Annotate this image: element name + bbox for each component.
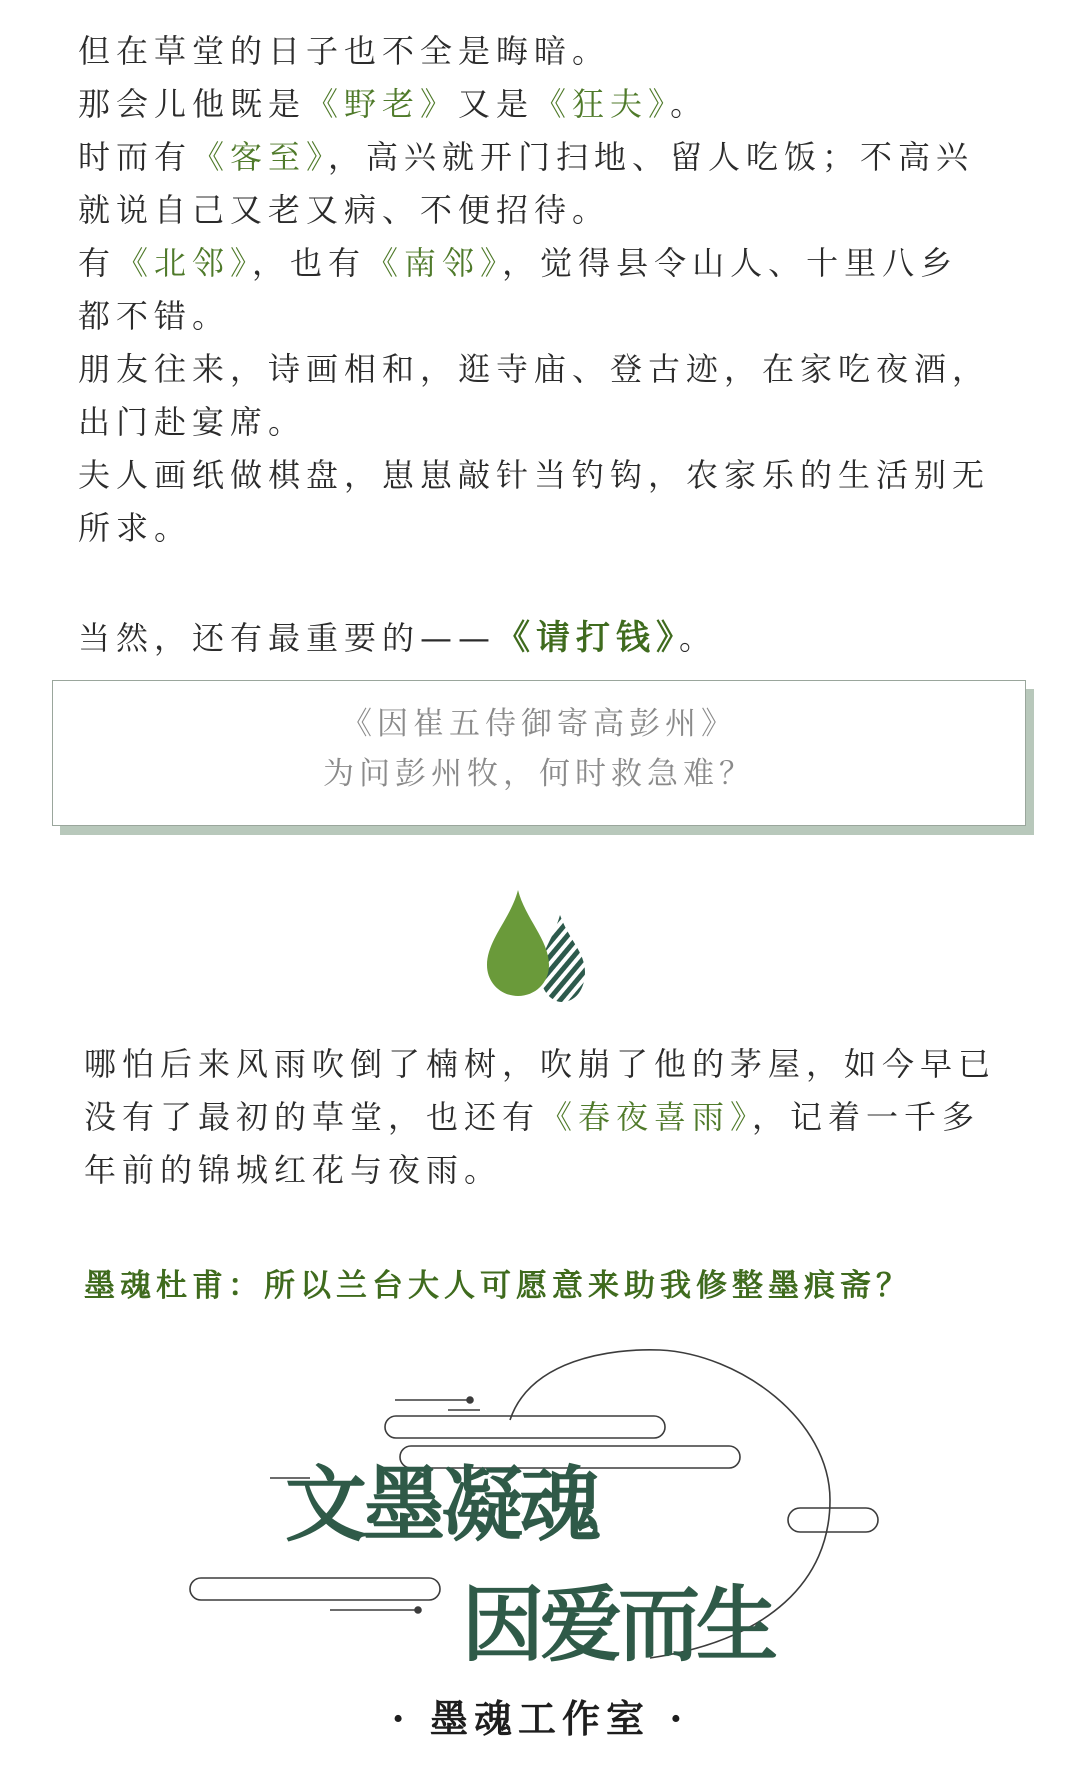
text-line: 夫人画纸做棋盘，崽崽敲针当钓钩，农家乐的生活别无 [78,456,991,494]
logo-title-line2: 因爱而生 [462,1577,775,1673]
highlight-line: 当然，还有最重要的——《请打钱》。 [78,618,718,658]
poem-title: 《狂夫》 [534,85,671,123]
poem-title: 《野老》 [306,85,459,123]
text-line: 朋友往来，诗画相和，逛寺庙、登古迹，在家吃夜酒， [78,350,991,388]
text-line: 出门赴宴席。 [78,403,307,441]
poem-title: 《南邻》 [366,244,503,282]
poem-title: 《请打钱》 [496,618,680,658]
quote-box [52,680,1026,826]
text-line: 那会儿他既是《野老》又是《狂夫》。 [78,85,709,123]
text-line: 就说自己又老又病、不便招待。 [78,191,611,229]
text-line: 所求。 [78,509,193,547]
text-line: 没有了最初的草堂，也还有《春夜喜雨》，记着一千多 [84,1098,981,1136]
intro-paragraph [78,25,1008,555]
text-line: 哪怕后来风雨吹倒了楠树，吹崩了他的茅屋，如今早已 [84,1045,997,1083]
text-line: 时而有《客至》，高兴就开门扫地、留人吃饭；不高兴 [78,138,975,176]
character-quote: 墨魂杜甫：所以兰台大人可愿意来助我修整墨痕斋？ [84,1268,912,1304]
quote-line: 为问彭州牧，何时救急难？ [323,756,755,792]
text-line: 有《北邻》，也有《南邻》，觉得县令山人、十里八乡 [78,244,959,282]
studio-signature: · 墨魂工作室 · [391,1696,689,1741]
logo-title-line1: 文墨凝魂 [285,1457,598,1553]
closing-paragraph [84,1038,1014,1197]
quote-title: 《因崔五侍御寄高彭州》 [341,706,737,742]
text-line: 年前的锦城红花与夜雨。 [84,1151,503,1189]
rain-drops-icon [485,890,595,1005]
text-line: 但在草堂的日子也不全是晦暗。 [78,32,611,70]
poem-title: 《北邻》 [116,244,253,282]
poem-title: 《春夜喜雨》 [540,1098,753,1136]
poem-title: 《客至》 [192,138,329,176]
text-line: 都不错。 [78,297,231,335]
